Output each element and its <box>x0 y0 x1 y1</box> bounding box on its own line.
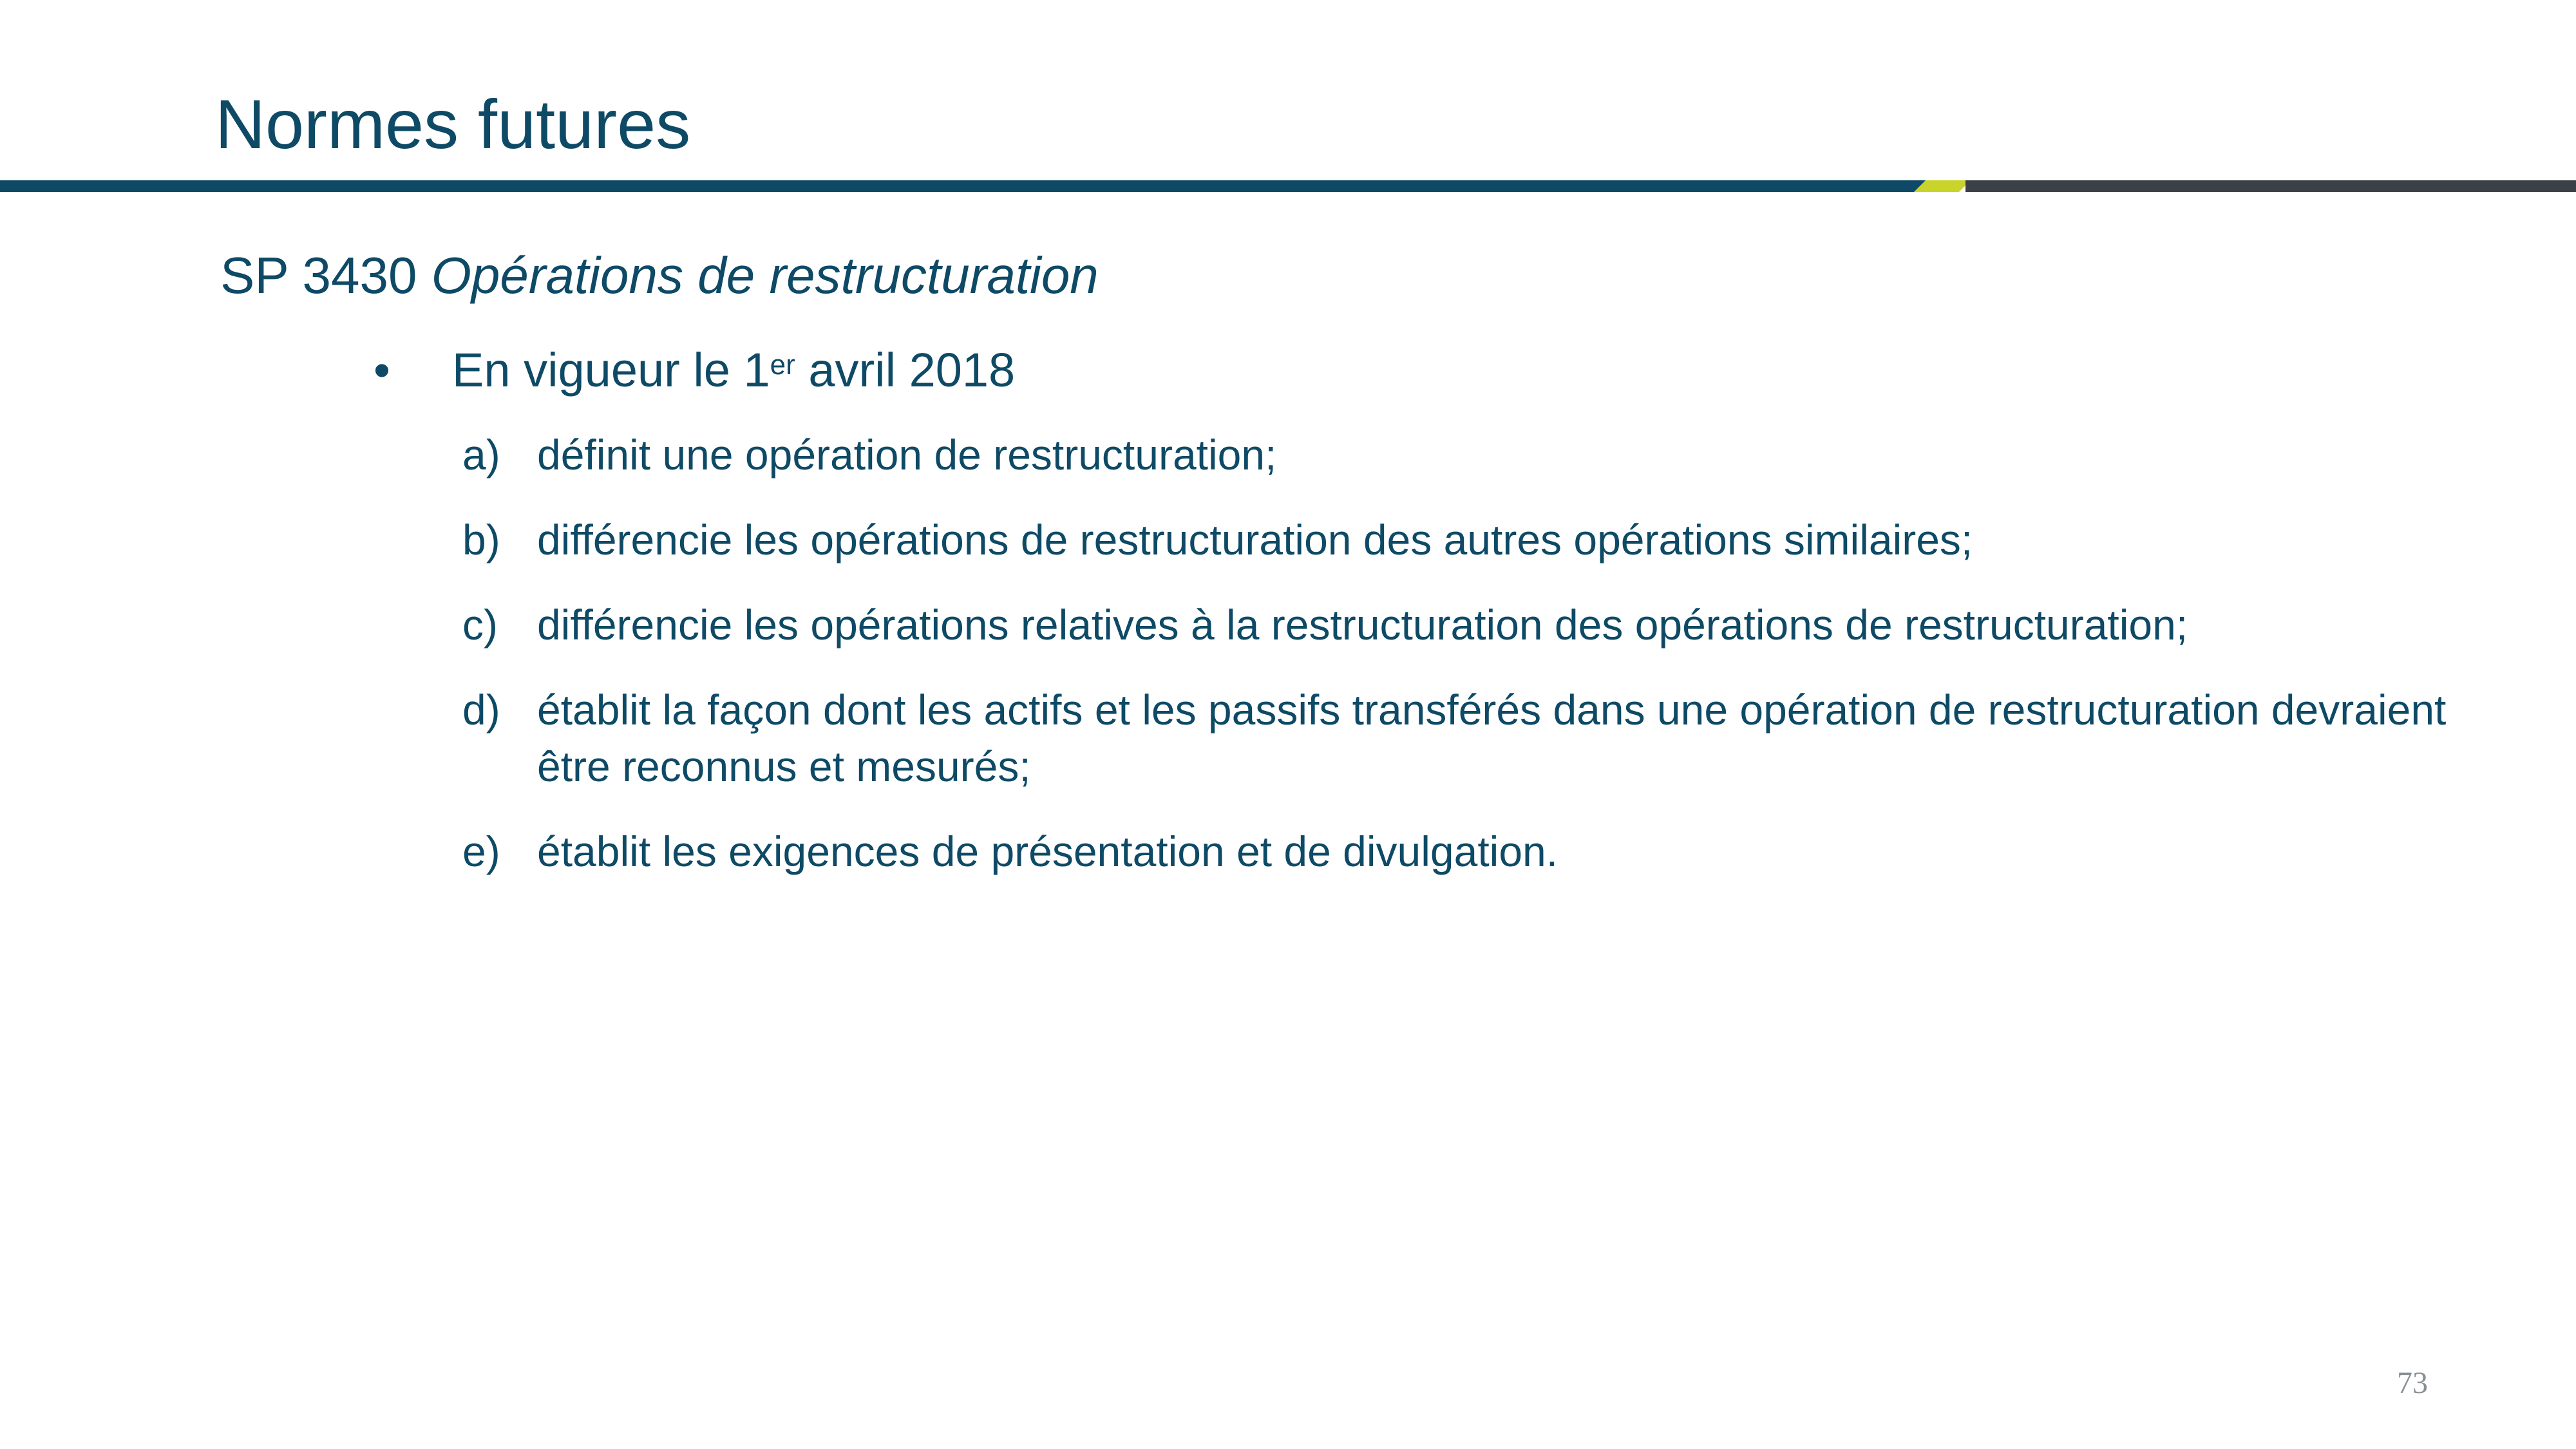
scope-list <box>462 426 2523 908</box>
list-item-marker: e) <box>462 828 500 875</box>
list-item-marker: d) <box>462 686 500 734</box>
list-item-marker: a) <box>462 431 500 478</box>
effective-date-suffix: avril 2018 <box>795 343 1016 397</box>
effective-date-prefix: En vigueur le 1 <box>452 343 770 397</box>
list-item-text: différencie les opérations relatives à la restructuration des opérations de restructuration; <box>537 601 2188 649</box>
title-divider <box>0 180 2576 192</box>
list-item <box>462 511 2523 568</box>
list-item-text: établit la façon dont les actifs et les passifs transférés dans une opération de restructuration devraient être reconnus et mesurés; <box>537 686 2447 790</box>
list-item <box>462 681 2523 795</box>
divider-main-segment <box>0 180 1932 192</box>
bullet-dot-icon: • <box>374 343 390 397</box>
list-item-text: établit les exigences de présentation et de divulgation. <box>537 828 1558 875</box>
effective-date-superscript: er <box>770 349 795 381</box>
list-item <box>462 426 2523 483</box>
section-heading <box>220 237 1099 314</box>
list-item <box>462 823 2523 880</box>
section-code: SP 3430 <box>220 247 417 304</box>
section-name: Opérations de restructuration <box>431 247 1099 304</box>
slide-title: Normes futures <box>215 85 691 163</box>
page-number: 73 <box>2397 1366 2428 1400</box>
list-item <box>462 596 2523 653</box>
list-item-text: définit une opération de restructuration; <box>537 431 1277 478</box>
list-item-text: différencie les opérations de restructuration des autres opérations similaires; <box>537 516 1973 564</box>
list-item-marker: b) <box>462 516 500 564</box>
divider-end-segment <box>1965 180 2576 192</box>
list-item-marker: c) <box>462 601 498 649</box>
effective-date-text <box>452 335 1015 406</box>
